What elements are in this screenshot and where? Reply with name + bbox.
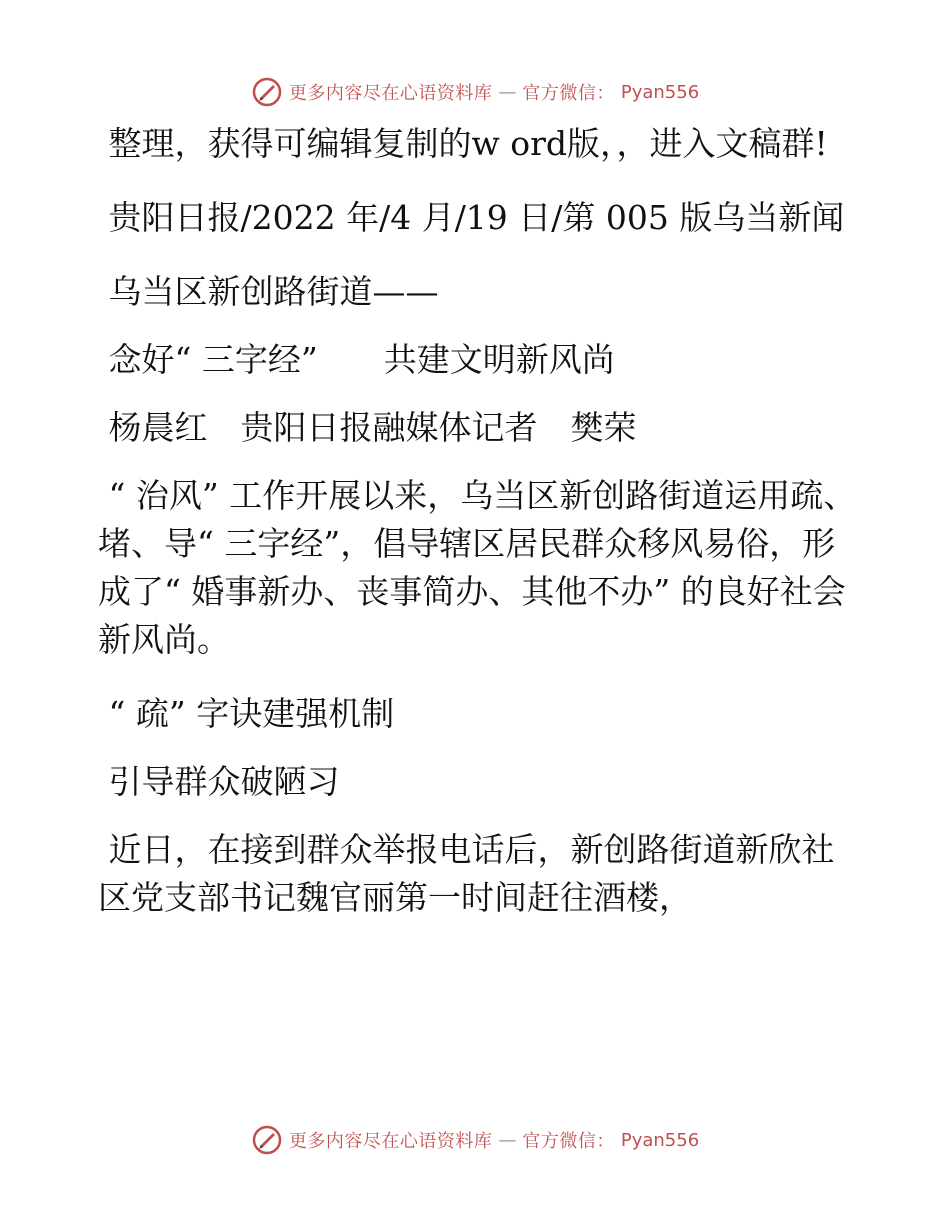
paragraph-lead: “ 治风” 工作开展以来，乌当区新创路街道运用疏、堵、导“ 三字经”，倡导辖区居民群众移风易俗，形成了“ 婚事新办、丧事简办、其他不办” 的良好社会新风尚。 [98, 476, 857, 659]
quill-logo-icon [251, 1124, 283, 1156]
header-watermark [0, 72, 950, 112]
watermark-id: Pyan556 [620, 81, 700, 103]
watermark-text: 更多内容尽在心语资料库 [288, 83, 493, 104]
paragraph-body: 近日，在接到群众举报电话后，新创路街道新欣社区党支部书记魏官丽第一时间赶往酒楼， [98, 830, 835, 917]
watermark-suffix: 官方微信： [522, 1131, 615, 1152]
footer-watermark [0, 1120, 950, 1160]
quill-logo-icon [251, 76, 283, 108]
paragraph-location: 乌当区新创路街道—— [98, 272, 439, 311]
watermark-suffix: 官方微信： [522, 83, 615, 104]
article-body [98, 120, 858, 948]
section-heading-1: “ 疏” 字诀建强机制 [98, 694, 395, 733]
section-subheading-1: 引导群众破陋习 [98, 762, 340, 801]
watermark-id: Pyan556 [620, 1129, 700, 1151]
watermark-text: 更多内容尽在心语资料库 [288, 1131, 493, 1152]
watermark-separator: — [498, 1129, 517, 1151]
article-byline: 杨晨红 贵阳日报融媒体记者 樊荣 [98, 408, 637, 447]
watermark-separator: — [498, 81, 517, 103]
paragraph-source: 贵阳日报/2022 年/4 月/19 日/第 005 版乌当新闻 [98, 198, 845, 237]
paragraph-intro: 整理，获得可编辑复制的w ord版，，进入文稿群! [98, 124, 828, 163]
article-title: 念好“ 三字经” 共建文明新风尚 [98, 340, 615, 379]
